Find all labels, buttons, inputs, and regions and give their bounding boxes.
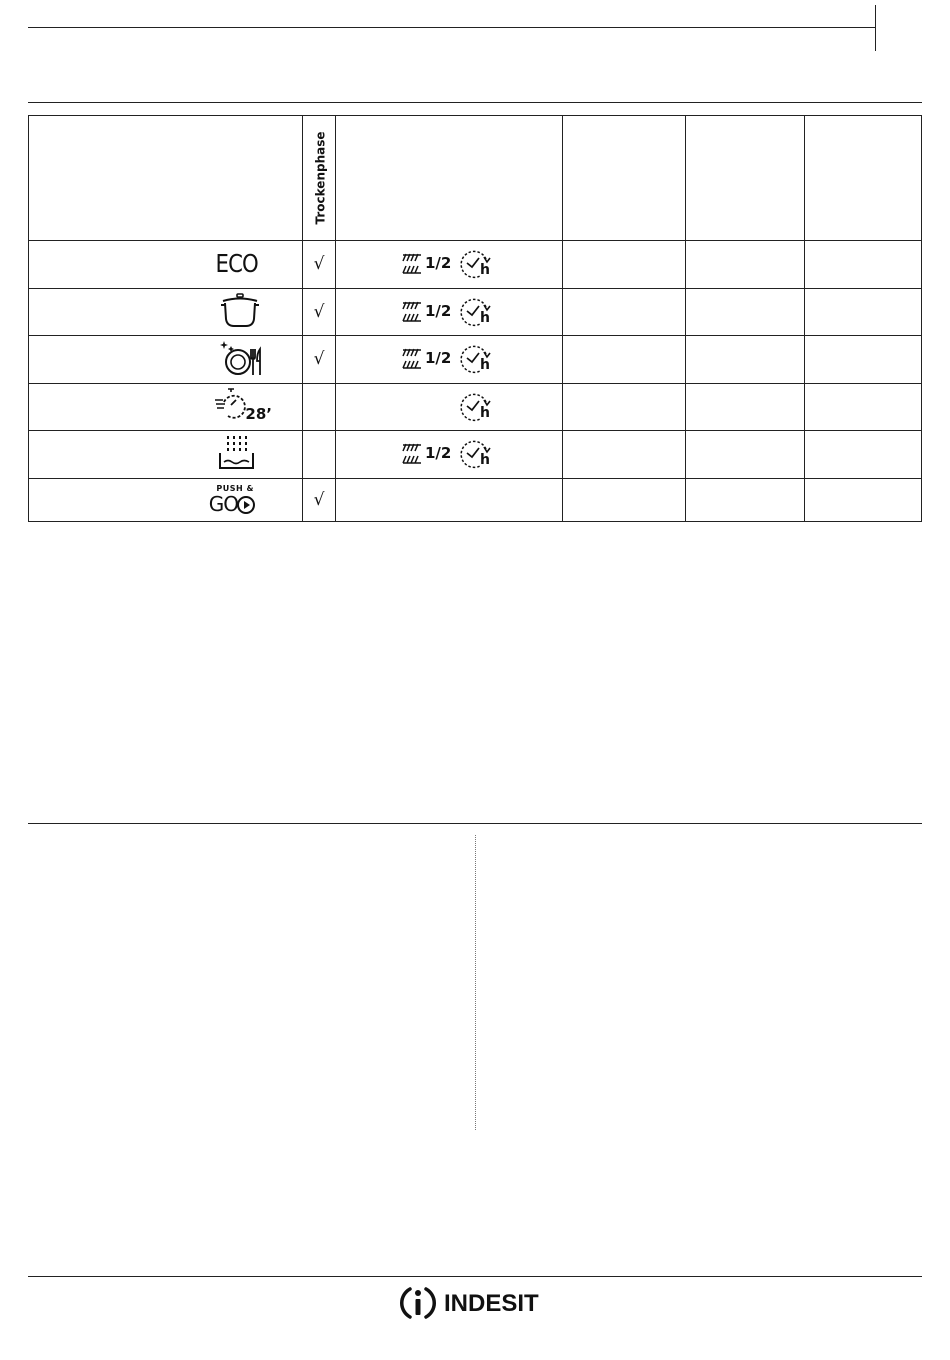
indesit-i-logo-icon — [398, 1283, 438, 1323]
options-cell — [335, 288, 562, 335]
program-table — [28, 115, 922, 522]
brand-logo — [398, 1283, 558, 1323]
delay-timer-label: h — [480, 262, 490, 278]
table-row — [29, 240, 302, 288]
column-header-drying — [304, 116, 336, 240]
page-tab-marker — [875, 5, 876, 51]
check-mark: √ — [313, 490, 325, 510]
half-load-label: 1/2 — [425, 254, 452, 272]
half-load-label: 1/2 — [425, 302, 452, 320]
table-row — [29, 430, 302, 478]
drying-cell — [303, 288, 335, 335]
brand-name: INDESIT — [444, 1290, 539, 1317]
table-row — [29, 478, 302, 522]
drying-cell — [303, 478, 335, 522]
drying-cell — [303, 383, 335, 430]
check-mark: √ — [313, 301, 325, 322]
half-load-icon — [401, 442, 423, 466]
check-mark: √ — [313, 254, 325, 274]
options-cell — [335, 240, 562, 288]
delay-timer-label: h — [480, 357, 490, 373]
soak-rinse-icon — [216, 435, 256, 473]
column-divider-dotted — [475, 835, 476, 1130]
half-load-label: 1/2 — [425, 349, 452, 367]
header-top-rule — [28, 27, 876, 28]
table-row — [29, 288, 302, 335]
options-cell — [335, 430, 562, 478]
plate-cutlery-sparkle-icon — [218, 339, 264, 379]
push-go-top-label: PUSH & — [216, 484, 254, 493]
options-cell — [335, 383, 562, 430]
table-col-divider — [804, 116, 805, 521]
half-load-icon — [401, 252, 423, 276]
half-load-icon — [401, 300, 423, 324]
push-go-icon — [236, 495, 256, 515]
delay-timer-label: h — [480, 405, 490, 421]
delay-timer-label: h — [480, 452, 490, 468]
drying-cell — [303, 430, 335, 478]
table-row — [29, 383, 302, 430]
check-mark: √ — [313, 349, 325, 369]
half-load-label: 1/2 — [425, 444, 452, 462]
options-cell — [335, 335, 562, 383]
pot-icon — [218, 293, 262, 329]
table-col-divider — [562, 116, 563, 521]
section-rule — [28, 102, 922, 103]
drying-cell — [303, 240, 335, 288]
push-go-label: GO — [208, 492, 238, 516]
delay-timer-label: h — [480, 310, 490, 326]
half-load-icon — [401, 347, 423, 371]
footer-rule — [28, 1276, 922, 1277]
table-col-divider — [685, 116, 686, 521]
rapid-28-label: 28’ — [245, 405, 272, 423]
column-header-drying-label: Trockenphase — [313, 131, 327, 225]
lower-section-rule — [28, 823, 922, 824]
table-row — [29, 335, 302, 383]
drying-cell — [303, 335, 335, 383]
eco-icon: ECO — [215, 249, 258, 278]
